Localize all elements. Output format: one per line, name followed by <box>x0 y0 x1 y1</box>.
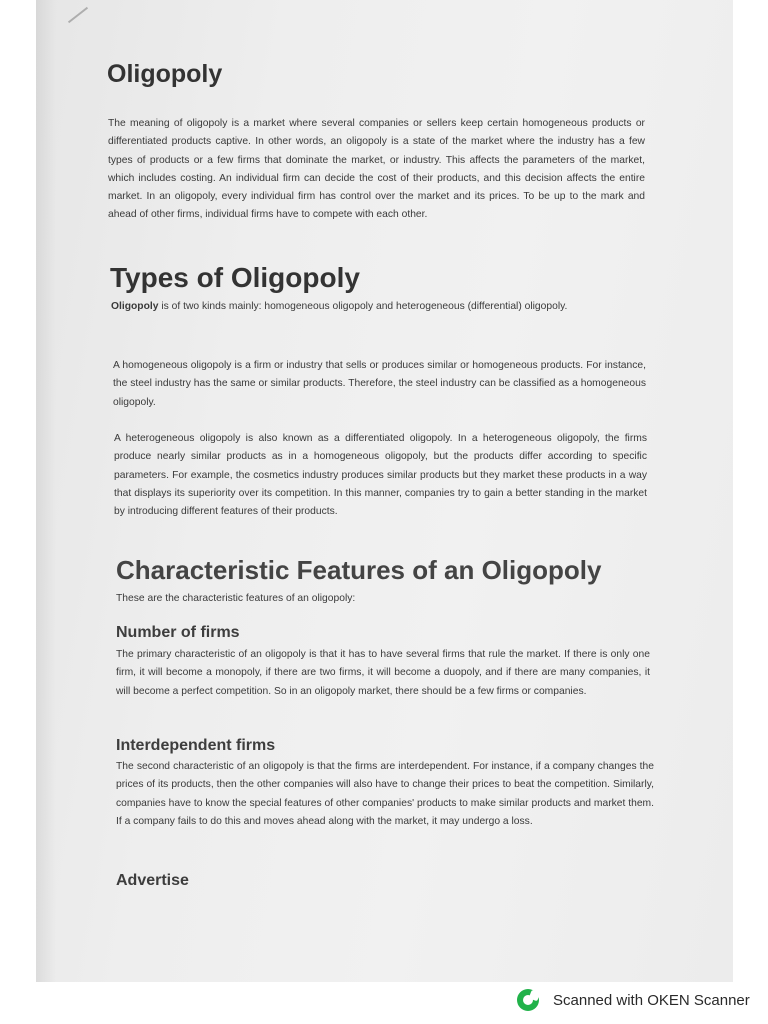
oken-scanner-logo-icon <box>517 989 539 1011</box>
homogeneous-paragraph: A homogeneous oligopoly is a firm or industry that sells or produces similar or homogeneous products. For instance, the steel industry has the same or similar products. Therefore, the steel industry can be classified as a homogeneous oligopoly. <box>113 360 646 408</box>
types-lead-bold: Oligopoly <box>111 301 159 312</box>
number-of-firms-paragraph: The primary characteristic of an oligopoly is that it has to have several firms that rule the market. If there is only one firm, it will become a monopoly, if there are two firms, it will become a duopoly, and if there are many companies, it will become a perfect competition. So in an oligopoly market, there should be a few firms or companies. <box>116 649 650 697</box>
scanner-watermark <box>517 989 750 1011</box>
scanned-page <box>36 0 733 982</box>
number-of-firms-heading: Number of firms <box>116 624 240 641</box>
advertise-heading: Advertise <box>116 872 189 889</box>
scanner-label: Scanned with OKEN Scanner <box>553 991 750 1009</box>
page-title: Oligopoly <box>107 60 223 88</box>
interdependent-firms-heading: Interdependent firms <box>116 737 276 754</box>
types-lead-text: is of two kinds mainly: homogeneous oligopoly and heterogeneous (differential) oligopoly. <box>158 301 568 312</box>
heterogeneous-paragraph: A heterogeneous oligopoly is also known as a differentiated oligopoly. In a heterogeneous oligopoly, the firms produce nearly similar products as in a homogeneous oligopoly, but the products differ according to specific parameters. For example, the cosmetics industry produces similar products but they market these products in a way that displays its superiority over its competition. In this manner, companies try to gain a better standing in the market by introducing different features of their products. <box>114 433 647 518</box>
intro-paragraph: The meaning of oligopoly is a market where several companies or sellers keep certain homogeneous products or differentiated products captive. In other words, an oligopoly is a state of the market where the industry has a few types of products or a few firms that dominate the market, or industry. This affects the parameters of the market, which includes costing. An individual firm can decide the cost of their products, and this decision affects the entire market. In an oligopoly, every individual firm has control over the market and its prices. To be up to the mark and ahead of other firms, individual firms have to compete with each other. <box>108 118 645 221</box>
page-edge-shadow <box>36 0 56 982</box>
characteristics-intro: These are the characteristic features of an oligopoly: <box>116 593 356 604</box>
pen-mark <box>68 7 88 23</box>
interdependent-firms-paragraph: The second characteristic of an oligopoly is that the firms are interdependent. For instance, if a company changes the prices of its products, then the other companies will also have to change their prices to beat the competition. Similarly, companies have to know the special features of other companies' products to make similar products and market them. If a company fails to do this and moves ahead along with the market, it may undergo a loss. <box>116 761 654 827</box>
characteristics-heading: Characteristic Features of an Oligopoly <box>116 555 602 585</box>
types-lead-paragraph <box>111 298 646 316</box>
types-heading: Types of Oligopoly <box>110 262 360 293</box>
